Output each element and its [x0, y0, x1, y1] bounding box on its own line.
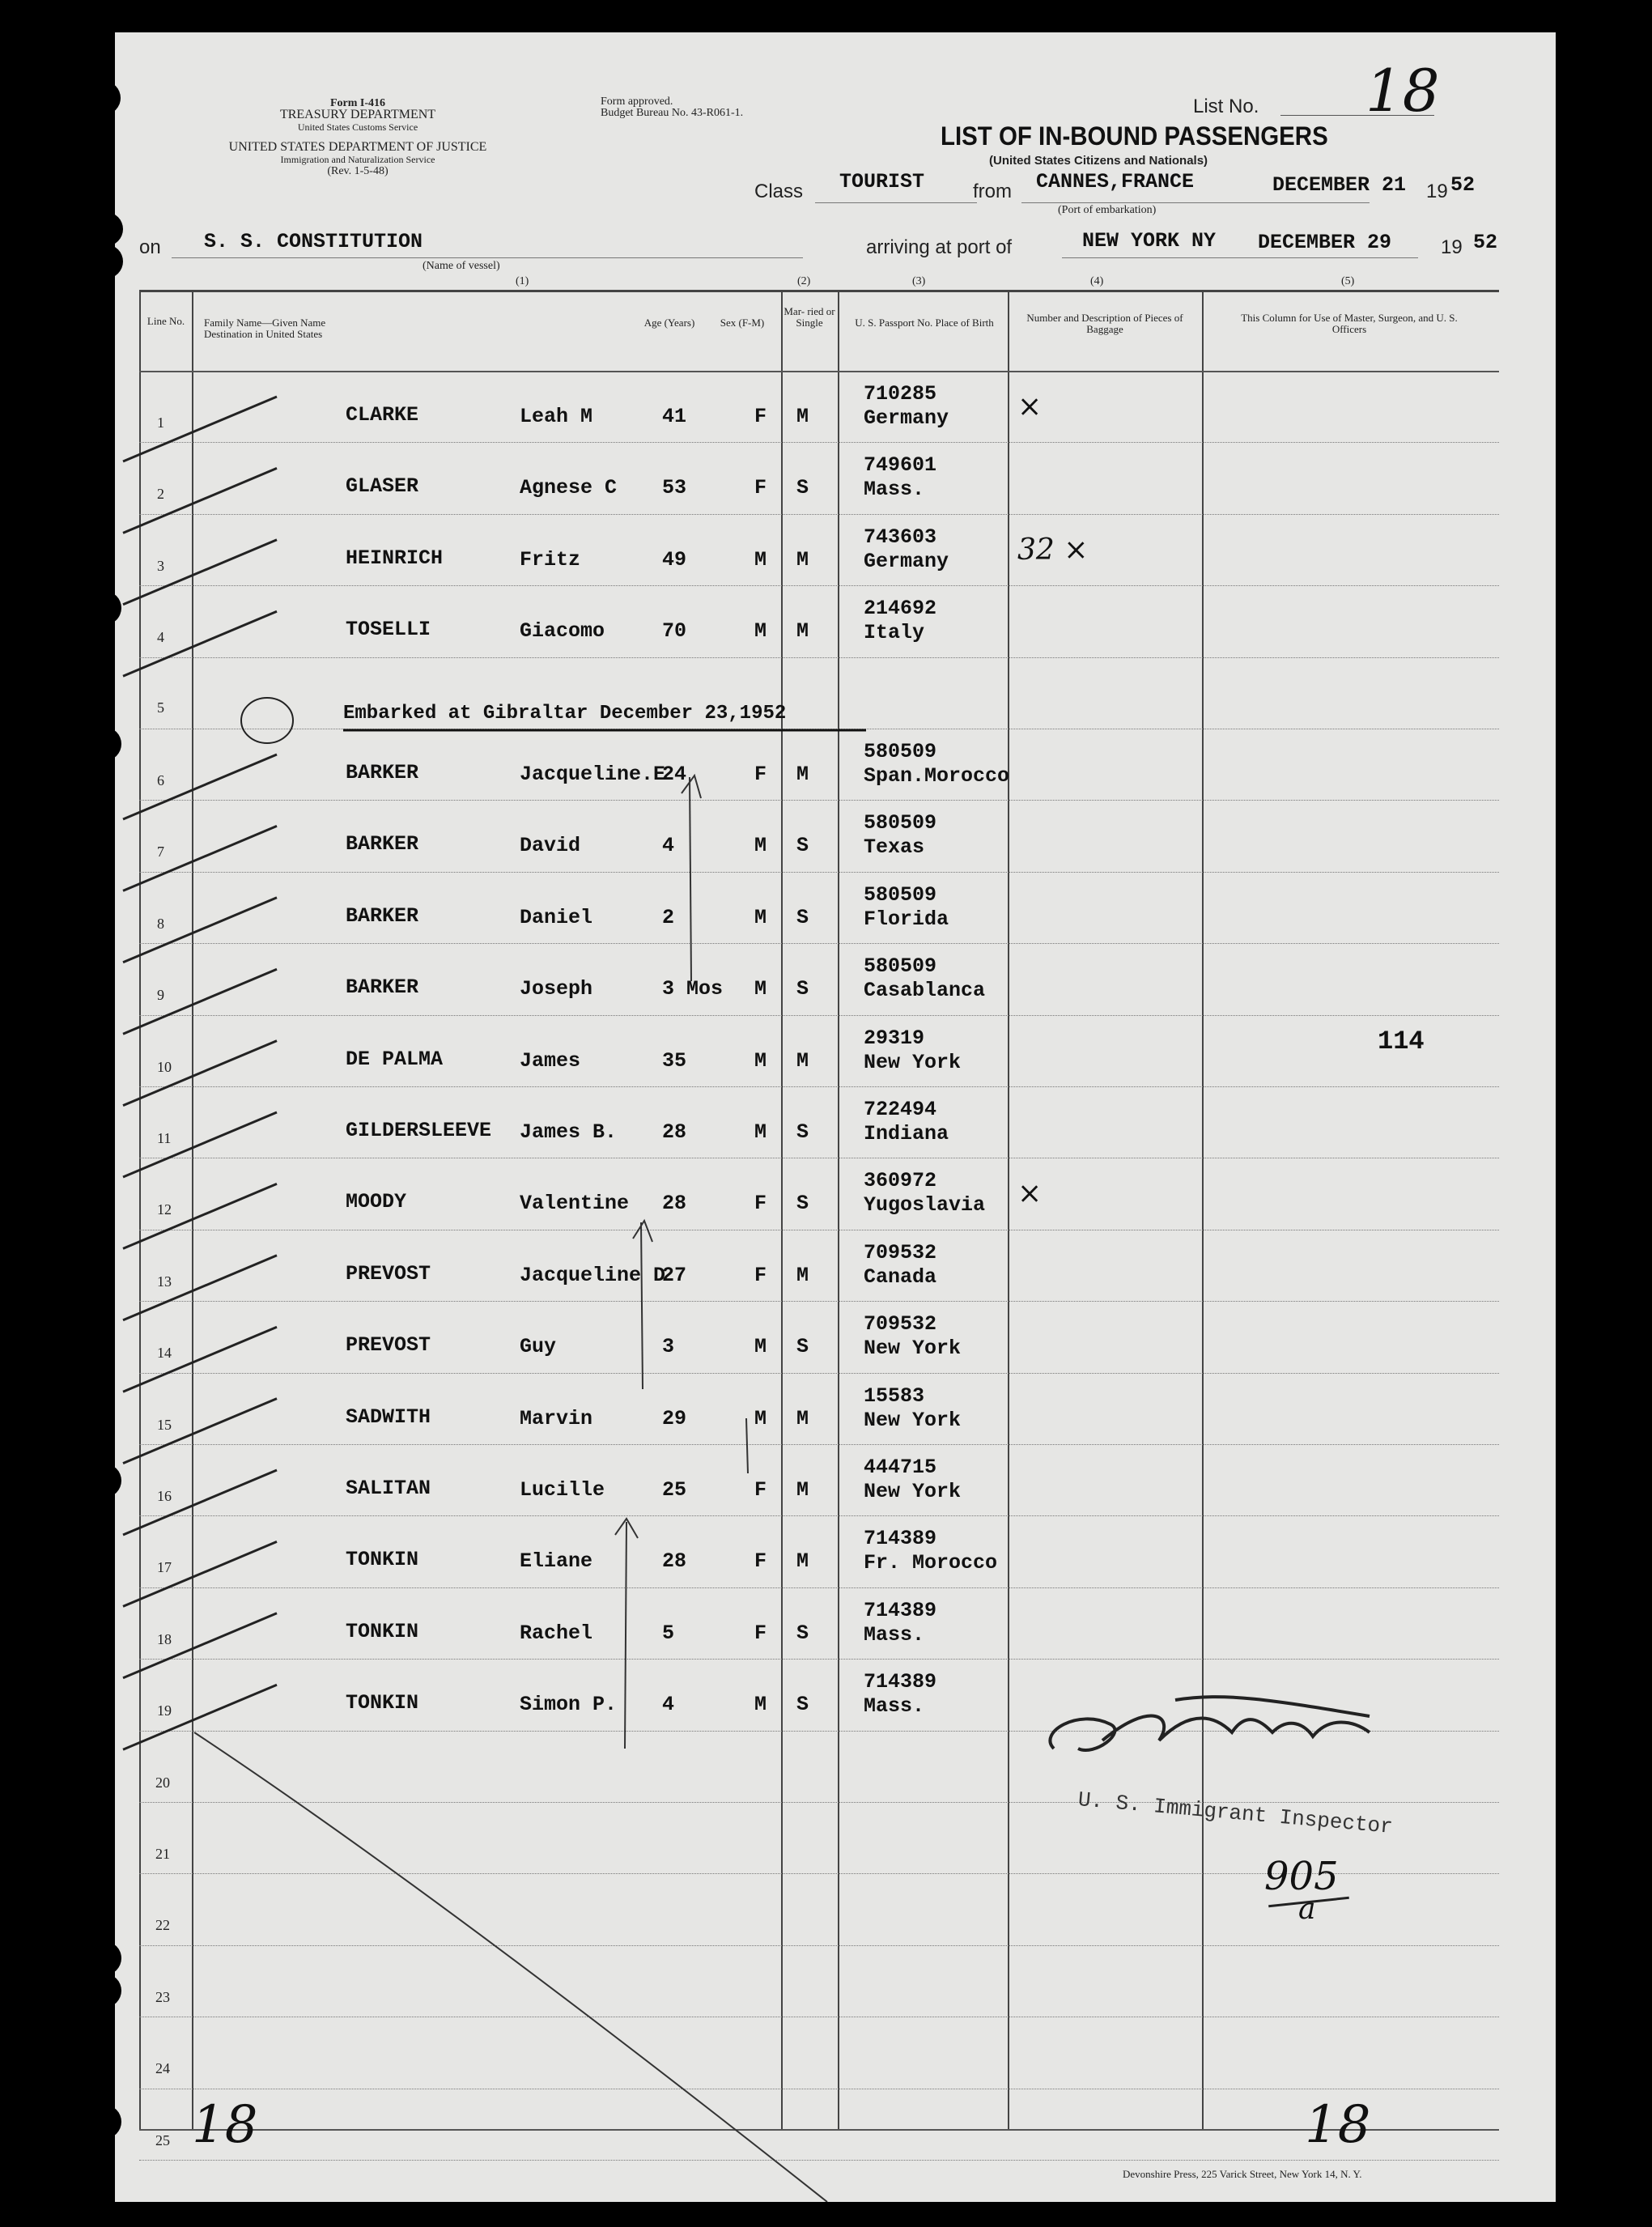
given-name: James	[520, 1048, 581, 1073]
sex: M	[754, 1120, 767, 1144]
family-name: MOODY	[346, 1190, 407, 1214]
sex: F	[754, 405, 767, 428]
family-name: TONKIN	[346, 1548, 419, 1572]
line-number: 16	[157, 1488, 172, 1504]
passport-number: 714389	[864, 1598, 937, 1622]
place-of-birth: Mass.	[864, 1694, 925, 1719]
col-line-no: Line No.	[147, 315, 185, 327]
pencil-cancel-line-icon	[115, 32, 1556, 2202]
line-number: 15	[157, 1416, 172, 1433]
family-name: PREVOST	[346, 1333, 431, 1358]
sex: M	[754, 547, 767, 572]
sex: F	[754, 1192, 767, 1216]
place-of-birth: New York	[864, 1337, 962, 1361]
arriving-label: arriving at port of	[866, 236, 1013, 258]
baggage: ×	[1017, 390, 1043, 423]
family-name: BARKER	[346, 903, 419, 928]
baggage: ×	[1017, 1177, 1043, 1211]
place-of-birth: New York	[864, 1408, 962, 1432]
given-name: Daniel	[520, 905, 593, 929]
manifest-title: LIST OF IN-BOUND PASSENGERS	[941, 121, 1328, 151]
family-name: GLASER	[346, 474, 419, 499]
from-label: from	[973, 181, 1012, 202]
sex: M	[754, 977, 767, 1001]
col-num-1: (1)	[516, 275, 529, 287]
passport-number: 580509	[864, 882, 937, 907]
given-name: Simon P.	[520, 1693, 618, 1717]
passport-number: 214692	[864, 597, 937, 621]
arrival-year-prefix: 19	[1441, 236, 1463, 258]
revision: (Rev. 1-5-48)	[327, 165, 389, 177]
family-name: TONKIN	[346, 1691, 419, 1715]
inspector-signature-icon	[1030, 1684, 1402, 1781]
sex: M	[754, 1335, 767, 1359]
ins-service: Immigration and Naturalization Service	[280, 154, 435, 165]
list-no-label: List No.	[1193, 96, 1259, 117]
marital-status: S	[796, 1693, 809, 1717]
place-of-birth: Yugoslavia	[864, 1193, 986, 1218]
age: 5	[662, 1621, 675, 1645]
given-name: Leah M	[520, 405, 593, 428]
count-right: 18	[1305, 2095, 1371, 2155]
passport-number: 714389	[864, 1527, 937, 1551]
col-married: Mar- ried or Single	[784, 305, 835, 329]
line-number: 23	[155, 1988, 170, 2005]
col-num-2: (2)	[797, 275, 811, 287]
inspector-title: U. S. Immigrant Inspector	[1077, 1787, 1394, 1839]
passport-number: 15583	[864, 1383, 925, 1408]
place-of-birth: Italy	[864, 621, 925, 645]
line-number: 12	[157, 1201, 172, 1218]
manifest-subtitle: (United States Citizens and Nationals)	[989, 154, 1208, 168]
given-name: Joseph	[520, 977, 593, 1001]
sex: F	[754, 1478, 767, 1502]
col-destination: Destination in United States	[204, 328, 323, 340]
age: 2	[662, 905, 675, 929]
form-id: Form I-416	[329, 97, 386, 109]
line-number: 24	[155, 2060, 170, 2077]
sex: M	[754, 905, 767, 929]
vessel-note: (Name of vessel)	[423, 260, 500, 272]
place-of-birth: Florida	[864, 907, 949, 931]
depart-year: 52	[1450, 173, 1476, 197]
marital-status: M	[796, 1549, 809, 1574]
marital-status: S	[796, 977, 809, 1001]
marital-status: S	[796, 1120, 809, 1144]
line-number: 1	[157, 414, 164, 431]
place-of-birth: Canada	[864, 1264, 937, 1289]
sex: F	[754, 1621, 767, 1645]
family-name: SALITAN	[346, 1477, 431, 1500]
given-name: Jacqueline.E	[520, 763, 666, 786]
marital-status: M	[796, 763, 809, 786]
customs-service: United States Customs Service	[297, 121, 418, 133]
place-of-birth: Mass.	[864, 1622, 925, 1647]
passport-number: 580509	[864, 954, 937, 979]
line-number: 2	[157, 486, 164, 503]
form-approved: Form approved.	[601, 96, 673, 108]
passport-number: 444715	[864, 1456, 937, 1479]
passport-number: 743603	[864, 525, 937, 549]
sex: F	[754, 1263, 767, 1287]
marital-status: M	[796, 1406, 809, 1430]
family-name: BARKER	[346, 975, 419, 1000]
age: 27	[662, 1263, 687, 1287]
place-of-birth: Fr. Morocco	[864, 1551, 998, 1575]
given-name: Valentine	[520, 1192, 630, 1216]
age: 4	[662, 1693, 675, 1717]
given-name: Fritz	[520, 547, 581, 572]
family-name: CLARKE	[346, 403, 419, 427]
line-number: 4	[157, 629, 164, 646]
family-name: PREVOST	[346, 1261, 431, 1286]
from-value: CANNES,FRANCE	[1036, 170, 1195, 193]
col-sex: Sex (F-M)	[720, 317, 765, 329]
sex: M	[754, 1048, 767, 1073]
sex: M	[754, 834, 767, 858]
age: 41	[662, 405, 687, 428]
sex: M	[754, 1693, 767, 1717]
marital-status: M	[796, 619, 809, 644]
line-number: 25	[155, 2131, 170, 2148]
passport-number: 709532	[864, 1312, 937, 1337]
list-no-value: 18	[1365, 57, 1440, 125]
class-label: Class	[754, 181, 804, 202]
place-of-birth: New York	[864, 1050, 962, 1074]
manifest-page	[115, 32, 1556, 2202]
line-number: 13	[157, 1273, 172, 1290]
inspector-code: 905	[1264, 1854, 1339, 1899]
baggage: 32 ×	[1017, 533, 1089, 567]
family-name: DE PALMA	[346, 1047, 444, 1071]
sex: F	[754, 476, 767, 500]
given-name: Marvin	[520, 1406, 593, 1430]
col-num-3: (3)	[912, 275, 926, 287]
place-of-birth: Germany	[864, 406, 949, 430]
col-num-5: (5)	[1341, 275, 1355, 287]
embark-note: Embarked at Gibraltar December 23,1952	[343, 703, 787, 725]
age: 3 Mos	[662, 977, 724, 1001]
passport-number: 749601	[864, 453, 937, 478]
age: 25	[662, 1478, 687, 1502]
marital-status: S	[796, 1192, 809, 1216]
line-number: 21	[155, 1846, 170, 1862]
arrival-year: 52	[1473, 231, 1498, 254]
line-number: 7	[157, 844, 164, 861]
col-name: Family Name—Given Name	[204, 317, 326, 329]
col-num-4: (4)	[1090, 275, 1104, 287]
marital-status: S	[796, 834, 809, 858]
marital-status: S	[796, 1335, 809, 1359]
sex: F	[754, 1549, 767, 1574]
place-of-birth: Mass.	[864, 478, 925, 502]
given-name: Jacqueline D	[520, 1263, 666, 1287]
place-of-birth: Germany	[864, 549, 949, 573]
line-number: 14	[157, 1345, 172, 1362]
class-value: TOURIST	[839, 170, 925, 193]
line-number: 9	[157, 987, 164, 1004]
passport-number: 29319	[864, 1026, 925, 1050]
family-name: TOSELLI	[346, 618, 431, 642]
budget-bureau: Budget Bureau No. 43-R061-1.	[601, 107, 744, 119]
family-name: SADWITH	[346, 1405, 431, 1429]
age: 28	[662, 1549, 687, 1574]
marital-status: S	[796, 1621, 809, 1645]
marital-status: S	[796, 905, 809, 929]
line-number: 8	[157, 915, 164, 932]
port-embark-note: (Port of embarkation)	[1058, 204, 1157, 216]
marital-status: M	[796, 1048, 809, 1073]
col-passport: U. S. Passport No. Place of Birth	[855, 317, 994, 329]
given-name: Eliane	[520, 1549, 593, 1574]
line-number: 22	[155, 1917, 170, 1934]
arrival-port: NEW YORK NY	[1082, 229, 1217, 253]
col-baggage: Number and Description of Pieces of Baggage	[1026, 312, 1183, 335]
age: 53	[662, 476, 687, 500]
given-name: Giacomo	[520, 619, 605, 644]
age: 4	[662, 834, 675, 858]
passport-number: 580509	[864, 811, 937, 835]
family-name: HEINRICH	[346, 546, 444, 570]
age: 70	[662, 619, 687, 644]
col-age: Age (Years)	[643, 317, 695, 329]
line-number: 5	[157, 699, 164, 716]
arrival-date: DECEMBER 29	[1258, 231, 1392, 254]
marital-status: M	[796, 547, 809, 572]
family-name: GILDERSLEEVE	[346, 1119, 492, 1142]
given-name: James B.	[520, 1120, 618, 1144]
sex: M	[754, 1406, 767, 1430]
line-number: 20	[155, 1774, 170, 1791]
line-number: 19	[157, 1702, 172, 1719]
line-number: 11	[157, 1130, 172, 1146]
officers-note: 114	[1378, 1026, 1425, 1056]
depart-date: DECEMBER 21	[1272, 173, 1407, 197]
age: 35	[662, 1048, 687, 1073]
passport-number: 710285	[864, 382, 937, 406]
age: 29	[662, 1406, 687, 1430]
marital-status: S	[796, 476, 809, 500]
age: 24	[662, 763, 687, 786]
family-name: TONKIN	[346, 1619, 419, 1643]
printer-imprint: Devonshire Press, 225 Varick Street, New York 14, N. Y.	[1123, 2168, 1362, 2180]
sex: F	[754, 763, 767, 786]
line-number: 17	[157, 1559, 172, 1576]
vessel-name: S. S. CONSTITUTION	[204, 230, 423, 253]
age: 49	[662, 547, 687, 572]
place-of-birth: Indiana	[864, 1122, 949, 1145]
marital-status: M	[796, 1263, 809, 1287]
count-left: 18	[192, 2095, 258, 2155]
given-name: Lucille	[520, 1478, 605, 1502]
age: 28	[662, 1192, 687, 1216]
line-number: 6	[157, 772, 164, 788]
line-number: 10	[157, 1058, 172, 1075]
on-label: on	[139, 236, 161, 258]
sex: M	[754, 619, 767, 644]
given-name: Guy	[520, 1335, 557, 1359]
passport-number: 722494	[864, 1098, 937, 1121]
col-officers: This Column for Use of Master, Surgeon, and U. S. Officers	[1241, 312, 1458, 335]
family-name: BARKER	[346, 761, 419, 784]
treasury-dept: TREASURY DEPARTMENT	[279, 108, 436, 121]
passport-number: 580509	[864, 740, 937, 763]
line-number: 18	[157, 1630, 172, 1647]
family-name: BARKER	[346, 832, 419, 856]
place-of-birth: Casablanca	[864, 979, 986, 1003]
age: 3	[662, 1335, 675, 1359]
place-of-birth: Texas	[864, 835, 925, 860]
line-number: 3	[157, 557, 164, 574]
given-name: Rachel	[520, 1621, 593, 1645]
passport-number: 714389	[864, 1670, 937, 1694]
depart-year-prefix: 19	[1426, 181, 1448, 202]
passport-number: 709532	[864, 1240, 937, 1264]
passport-number: 360972	[864, 1169, 937, 1193]
marital-status: M	[796, 405, 809, 428]
place-of-birth: Span.Morocco	[864, 764, 1010, 788]
justice-dept: UNITED STATES DEPARTMENT OF JUSTICE	[228, 140, 487, 154]
place-of-birth: New York	[864, 1480, 962, 1503]
given-name: David	[520, 834, 581, 858]
given-name: Agnese C	[520, 476, 618, 500]
age: 28	[662, 1120, 687, 1144]
marital-status: M	[796, 1478, 809, 1502]
inspector-code-sub: a	[1298, 1893, 1316, 1926]
